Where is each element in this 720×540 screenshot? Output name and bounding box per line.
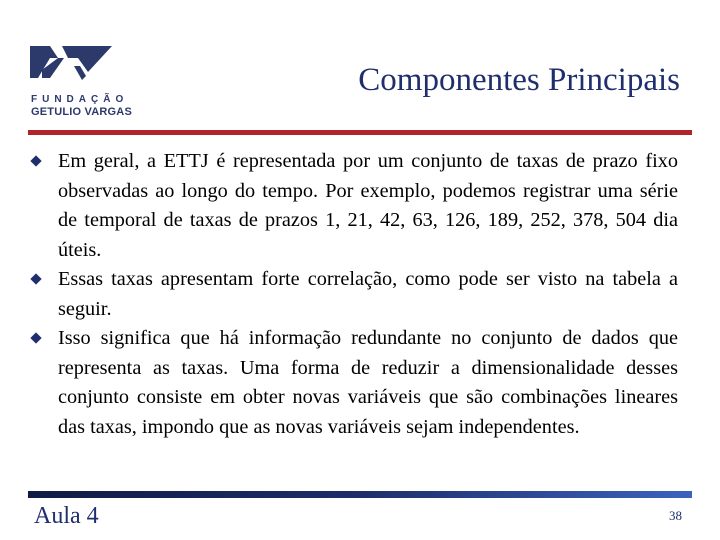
- fgv-logo-mark: [28, 44, 114, 84]
- diamond-bullet-icon: [30, 332, 41, 343]
- bullet-text: Em geral, a ETTJ é representada por um conjunto de taxas de prazo fixo observadas ao longo do tempo. Por exemplo, podemos registrar uma série de temporal de taxas de prazos 1, 21, 42, 63, 126, 189, 252, 378, 504 dia úteis.: [58, 150, 678, 261]
- logo-text-line2: GETULIO VARGAS: [31, 106, 132, 118]
- slide-title: Componentes Principais: [358, 62, 680, 98]
- logo-text-line1: FUNDAÇÃO: [31, 94, 129, 105]
- bullet-item: [32, 147, 678, 265]
- diamond-bullet-icon: [30, 273, 41, 284]
- footer-label: Aula 4: [34, 503, 99, 529]
- page-number: 38: [669, 508, 682, 523]
- bullet-item: [32, 265, 678, 324]
- bullet-list: [32, 147, 678, 442]
- bullet-item: [32, 324, 678, 442]
- bullet-text: Isso significa que há informação redundante no conjunto de dados que representa as taxas. Uma forma de reduzir a dimensionalidade desses conjunto consiste em obter novas variáveis que são combinações lineares das taxas, impondo que as novas variáveis sejam independentes.: [58, 327, 678, 438]
- diamond-bullet-icon: [30, 155, 41, 166]
- fgv-logo: [28, 44, 132, 124]
- title-divider: [28, 130, 692, 135]
- footer-divider: [28, 491, 692, 498]
- bullet-text: Essas taxas apresentam forte correlação, como pode ser visto na tabela a seguir.: [58, 268, 678, 320]
